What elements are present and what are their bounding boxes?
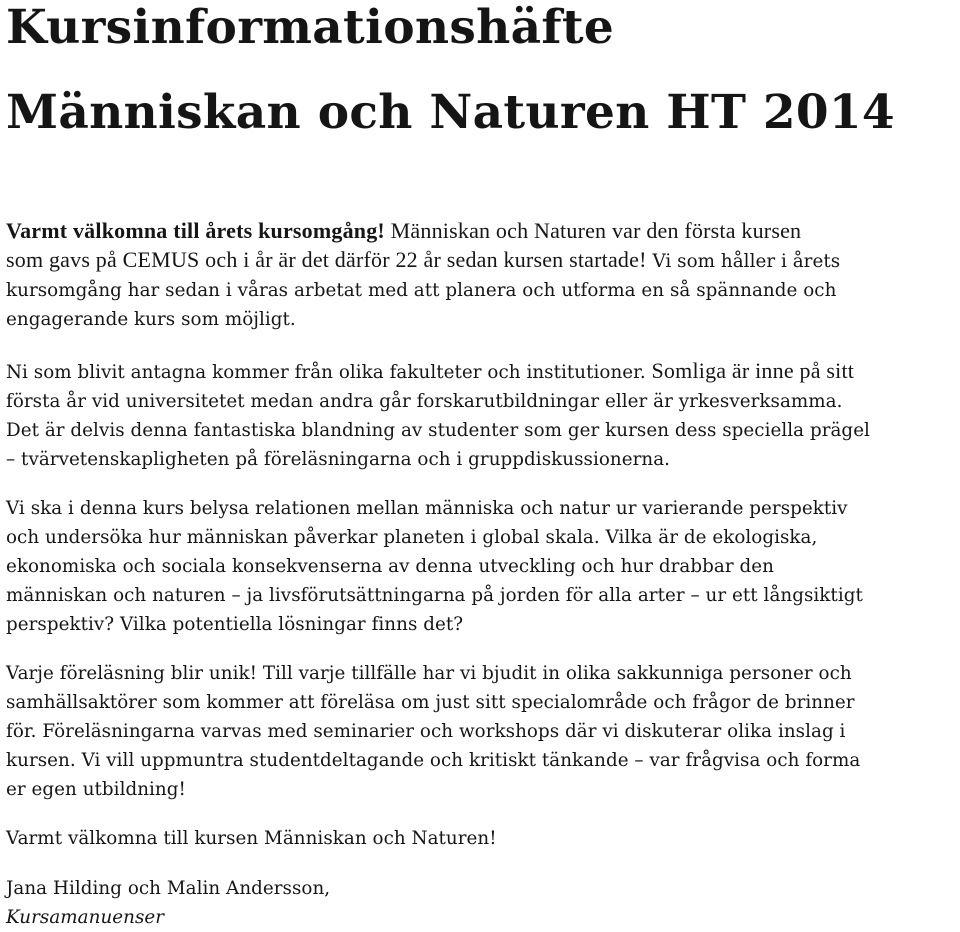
focus-line-3: ekonomiska och sociala konsekvenserna av denna utveckling och hur drabbar den [6, 556, 774, 577]
welcome-lead: Varmt välkomna till årets kursomgång! [6, 218, 385, 243]
course-focus-paragraph [6, 494, 956, 639]
lectures-line-4: kursen. Vi vill uppmuntra studentdeltagande och kritiskt tänkande – var frågvisa och forma [6, 750, 861, 771]
signature-role: Kursamanuenser [6, 907, 165, 928]
signature-names: Jana Hilding och Malin Andersson, [6, 878, 331, 899]
students-paragraph [6, 356, 956, 474]
students-line-2: första år vid universitetet medan andra går forskarutbildningar eller är yrkesverksamma. [6, 391, 843, 412]
closing-paragraph [6, 824, 956, 853]
lectures-line-3: för. Föreläsningarna varvas med seminarier och workshops där vi diskuterar olika inslag i [6, 721, 846, 742]
document-subtitle: Människan och Naturen HT 2014 [6, 85, 895, 140]
lectures-paragraph [6, 659, 956, 804]
intro-paragraph [6, 216, 946, 334]
intro-line-3: kursomgång har sedan i våras arbetat med att planera och utforma en så spännande och [6, 280, 837, 301]
focus-line-5: perspektiv? Vilka potentiella lösningar finns det? [6, 614, 464, 635]
document-title: Kursinformationshäfte [6, 0, 615, 55]
students-line-1: Ni som blivit antagna kommer från olika fakulteter och institutioner. Somliga är inne på sitt [6, 358, 855, 383]
signature-block [6, 874, 956, 932]
students-line-3: Det är delvis denna fantastiska blandning av studenter som ger kursen dess speciella prägel [6, 420, 870, 441]
intro-line-2: som gavs på CEMUS och i år är det därför 22 år sedan kursen startade! Vi som håller i årets [6, 247, 841, 272]
closing-line: Varmt välkomna till kursen Människan och Naturen! [6, 828, 497, 849]
focus-line-2: och undersöka hur människan påverkar planeten i global skala. Vilka är de ekologiska, [6, 527, 818, 548]
intro-line-1: Varmt välkomna till årets kursomgång! Människan och Naturen var den första kursen [6, 218, 802, 243]
focus-line-1: Vi ska i denna kurs belysa relationen mellan människa och natur ur varierande perspektiv [6, 498, 848, 519]
focus-line-4: människan och naturen – ja livsförutsättningarna på jorden för alla arter – ur ett långsiktigt [6, 585, 863, 606]
intro-line-4: engagerande kurs som möjligt. [6, 309, 296, 330]
lectures-line-5: er egen utbildning! [6, 779, 186, 800]
lectures-line-1: Varje föreläsning blir unik! Till varje tillfälle har vi bjudit in olika sakkunniga personer och [6, 663, 852, 684]
students-line-4: – tvärvetenskapligheten på föreläsningarna och i gruppdiskussionerna. [6, 449, 671, 470]
lectures-line-2: samhällsaktörer som kommer att föreläsa om just sitt specialområde och frågor de brinner [6, 692, 855, 713]
